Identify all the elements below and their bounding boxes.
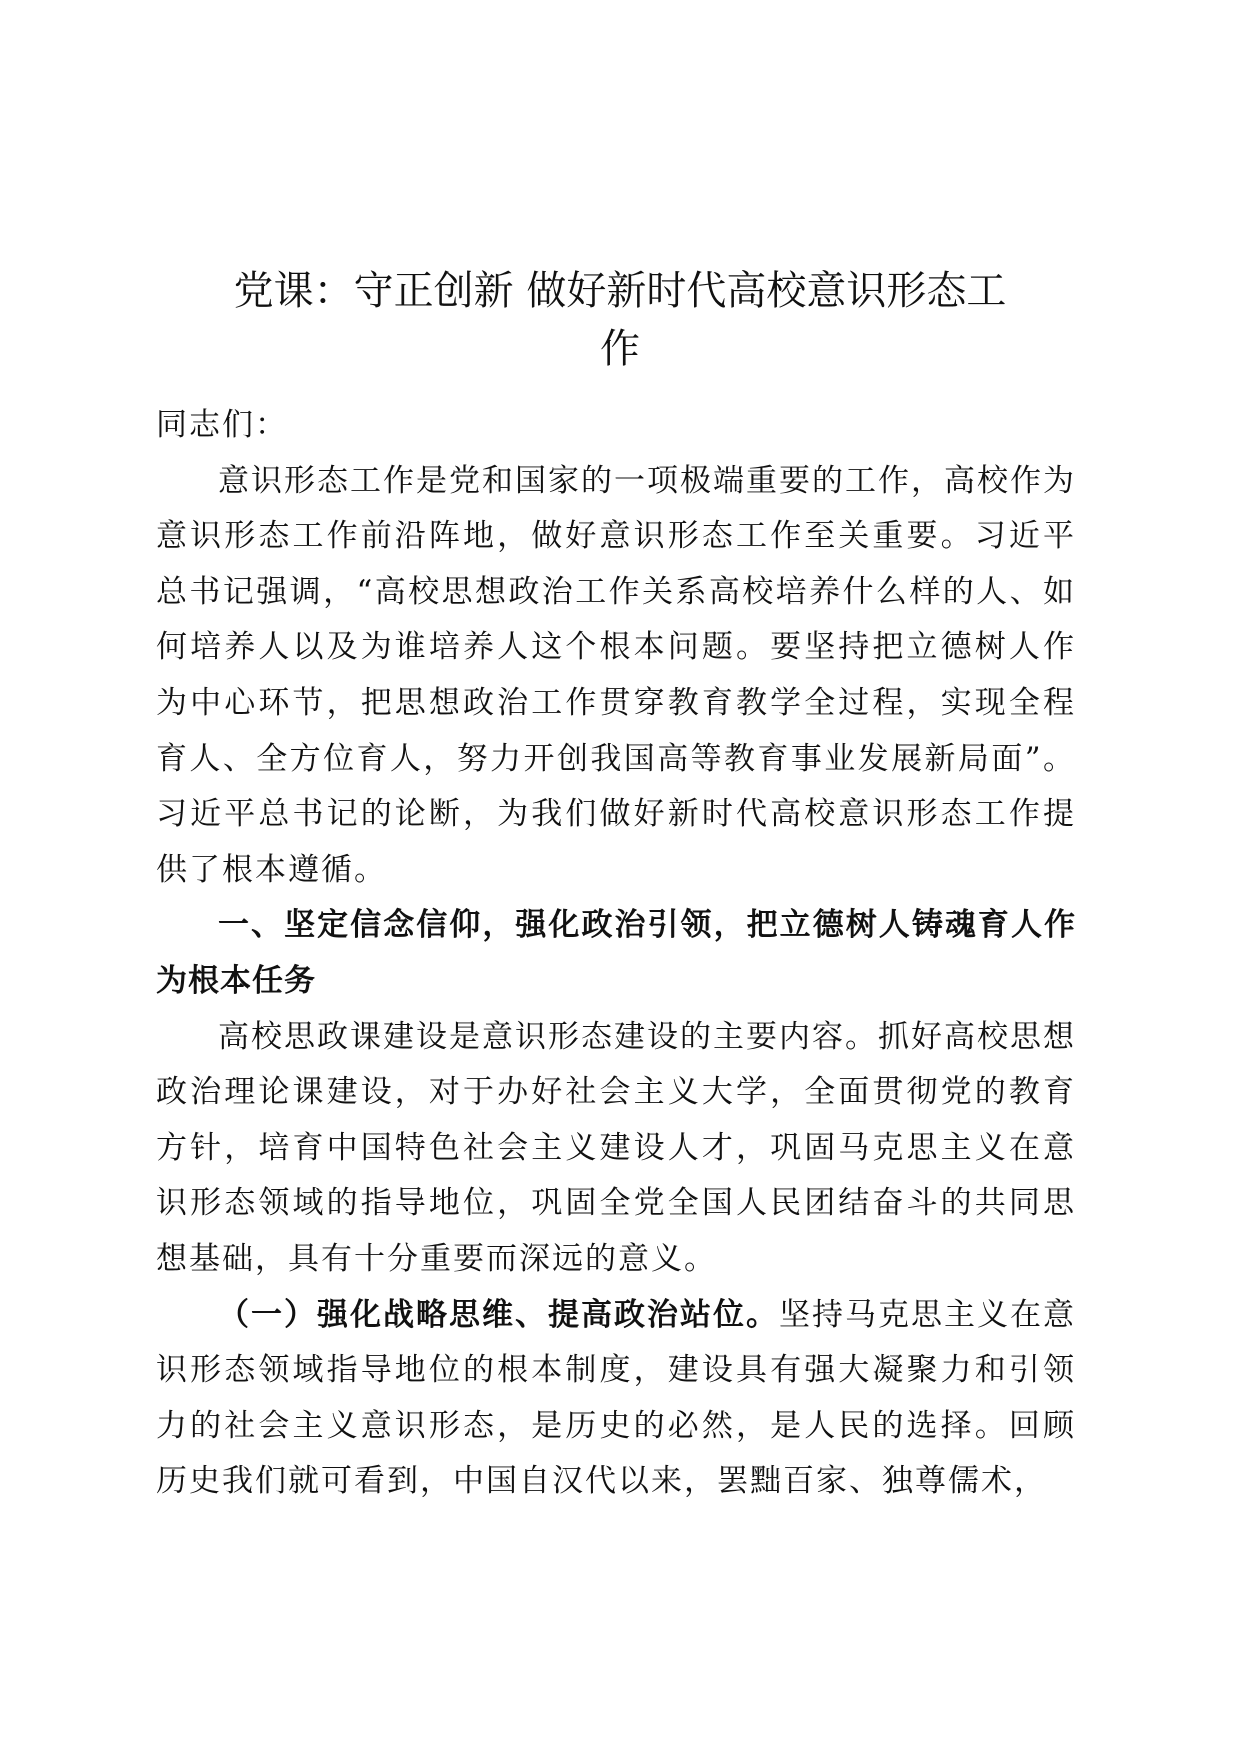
paragraph-1: 意识形态工作是党和国家的一项极端重要的工作，高校作为意识形态工作前沿阵地，做好意识形态工作至关重要。习近平总书记强调，“高校思想政治工作关系高校培养什么样的人、如何培养人以及为谁培养人这个根本问题。要坚持把立德树人作为中心环节，把思想政治工作贯穿教育教学全过程，实现全程育人、全方位育人，努力开创我国高等教育事业发展新局面”。习近平总书记的论断，为我们做好新时代高校意识形态工作提供了根本遵循。 (156, 462, 1076, 888)
subsection-1-heading: （一）强化战略思维、提高政治站位。 (218, 1296, 779, 1333)
title-line-2: 作 (600, 326, 640, 372)
salutation: 同志们： (156, 407, 288, 443)
subsection-1-text: 坚持马克思主义在意识形态领域指导地位的根本制度，建设具有强大凝聚力和引领力的社会主义意识形态，是历史的必然，是人民的选择。回顾历史我们就可看到，中国自汉代以来，罢黜百家、独尊儒术， (156, 1296, 1076, 1500)
subsection-1-paragraph (156, 1288, 1076, 1510)
paragraph-2: 高校思政课建设是意识形态建设的主要内容。抓好高校思想政治理论课建设，对于办好社会主义大学，全面贯彻党的教育方针，培育中国特色社会主义建设人才，巩固马克思主义在意识形态领域的指导地位，巩固全党全国人民团结奋斗的共同思想基础，具有十分重要而深远的意义。 (156, 1018, 1076, 1277)
document-title (140, 262, 1100, 378)
document-body (156, 398, 1076, 1510)
section-1-heading: 一、坚定信念信仰，强化政治引领，把立德树人铸魂育人作为根本任务 (156, 907, 1076, 999)
title-line-1: 党课：守正创新 做好新时代高校意识形态工 (233, 268, 1007, 314)
